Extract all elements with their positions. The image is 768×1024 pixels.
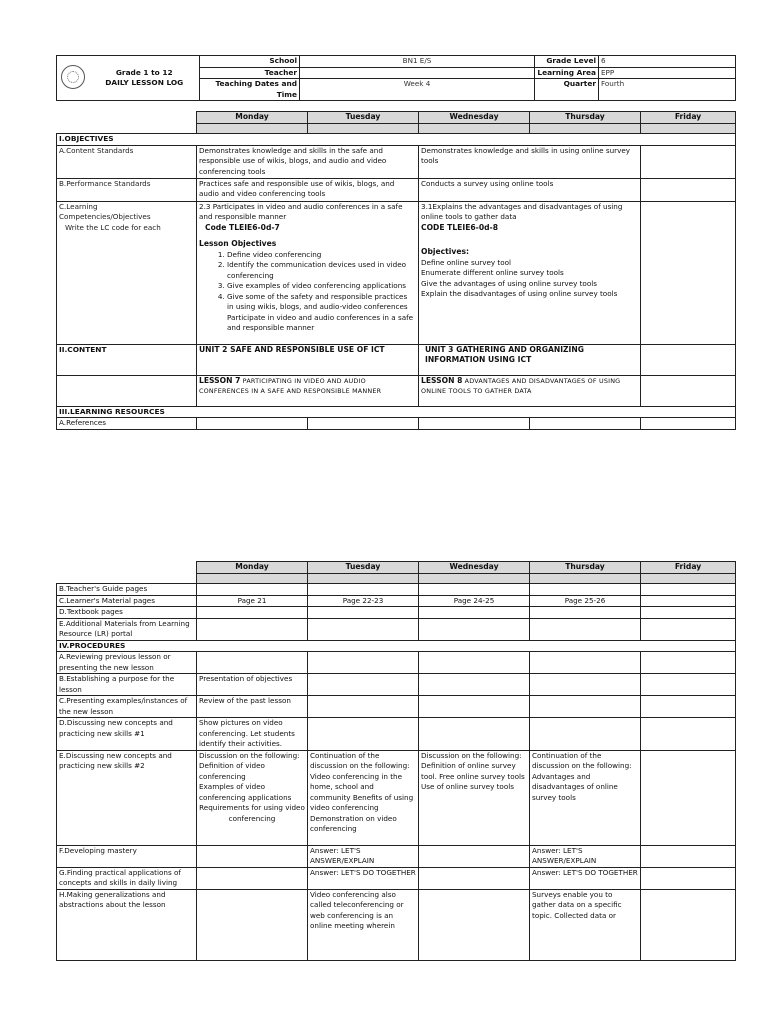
b-thu[interactable] <box>530 674 641 696</box>
am-wed[interactable] <box>419 618 530 640</box>
lesson-7-title: PARTICIPATING IN VIDEO AND AUDIO CONFERENCES IN A SAFE AND RESPONSIBLE MANNER <box>199 376 382 395</box>
log-title <box>90 56 200 101</box>
header-block <box>56 55 735 101</box>
lesson-row-label <box>57 375 197 406</box>
a-mon[interactable] <box>197 652 308 674</box>
day-wednesday: Wednesday <box>419 112 530 124</box>
grade-level-value[interactable]: 6 <box>599 56 736 68</box>
c-thu[interactable] <box>530 696 641 718</box>
content-standards-label: A.Content Standards <box>57 145 197 178</box>
shade-cell <box>197 124 308 134</box>
mt-objectives-list <box>199 250 416 313</box>
section-objectives: I.OBJECTIVES <box>57 134 736 146</box>
references-mon[interactable] <box>197 418 308 430</box>
learning-competencies-label <box>57 201 197 344</box>
f-wed[interactable] <box>419 845 530 867</box>
g-tue[interactable]: Answer: LET'S DO TOGETHER <box>308 867 419 889</box>
g-wed[interactable] <box>419 867 530 889</box>
references-thu[interactable] <box>530 418 641 430</box>
list-item: 1. Define video conferencing <box>227 250 416 261</box>
d-tue[interactable] <box>308 718 419 751</box>
lc-line-3: Write the LC code for each <box>65 222 161 232</box>
quarter-value[interactable]: Fourth <box>599 79 736 101</box>
day-monday: Monday <box>197 112 308 124</box>
shade-cell <box>419 574 530 584</box>
a-fri[interactable] <box>641 652 736 674</box>
lesson-fri[interactable] <box>641 375 736 406</box>
wt-competency: 3.1Explains the advantages and disadvantages of using online tools to gather data <box>421 201 623 221</box>
b-wed[interactable] <box>419 674 530 696</box>
tb-fri[interactable] <box>641 607 736 619</box>
tb-mon[interactable] <box>197 607 308 619</box>
shade-cell <box>530 574 641 584</box>
day-monday: Monday <box>197 562 308 574</box>
corner-blank <box>57 562 197 574</box>
list-item: Examples of video conferencing applications <box>199 782 292 802</box>
shade-cell <box>419 124 530 134</box>
c-tue[interactable] <box>308 696 419 718</box>
day-thursday: Thursday <box>530 562 641 574</box>
competencies-fri[interactable] <box>641 201 736 344</box>
mt-competency: 2.3 Participates in video and audio conferences in a safe and responsible manner <box>199 201 403 221</box>
list-item: Discussion on the following: <box>199 750 300 760</box>
competencies-wed-thu[interactable] <box>419 201 641 344</box>
seal-icon <box>61 65 85 89</box>
d-mon[interactable]: Show pictures on video conferencing. Let students identify their activities. <box>197 718 308 751</box>
section-content-label: II.CONTENT <box>57 344 197 375</box>
b-fri[interactable] <box>641 674 736 696</box>
tb-thu[interactable] <box>530 607 641 619</box>
wt-code: CODE TLEIE6-0d-8 <box>421 222 498 232</box>
deped-seal <box>57 56 90 101</box>
lm-page-tue[interactable]: Page 22-23 <box>308 595 419 607</box>
references-wed[interactable] <box>419 418 530 430</box>
competencies-mon-tue[interactable] <box>197 201 419 344</box>
performance-fri[interactable] <box>641 178 736 201</box>
tg-thu[interactable] <box>530 584 641 596</box>
mt-code: Code TLEIE6-0d-7 <box>205 222 280 232</box>
h-fri[interactable] <box>641 889 736 960</box>
d-fri[interactable] <box>641 718 736 751</box>
list-item: Definition of video conferencing <box>199 761 265 781</box>
unit-2-title: UNIT 2 SAFE AND RESPONSIBLE USE OF ICT <box>197 344 419 375</box>
corner-blank-2 <box>57 124 197 134</box>
list-item: Explain the disadvantages of using online survey tools <box>421 289 618 298</box>
establishing-purpose-label: B.Establishing a purpose for the lesson <box>57 674 197 696</box>
additional-materials-label: E.Additional Materials from Learning Resource (LR) portal <box>57 618 197 640</box>
references-label: A.References <box>57 418 197 430</box>
f-mon[interactable] <box>197 845 308 867</box>
h-thu[interactable]: Surveys enable you to gather data on a specific topic. Collected data or <box>530 889 641 960</box>
tb-tue[interactable] <box>308 607 419 619</box>
lesson-8-cell <box>419 375 641 406</box>
g-mon[interactable] <box>197 867 308 889</box>
textbook-label: D.Textbook pages <box>57 607 197 619</box>
performance-mon-tue[interactable]: Practices safe and responsible use of wikis, blogs, and audio and video conferencing tools <box>197 178 419 201</box>
lc-line-1: C.Learning <box>59 201 98 211</box>
c-mon[interactable]: Review of the past lesson <box>197 696 308 718</box>
lesson-7-cell <box>197 375 419 406</box>
day-wednesday: Wednesday <box>419 562 530 574</box>
teaching-dates-value[interactable]: Week 4 <box>300 79 535 101</box>
practical-applications-label: G.Finding practical applications of concepts and skills in daily living <box>57 867 197 889</box>
performance-standards-label: B.Performance Standards <box>57 178 197 201</box>
reviewing-label: A.Reviewing previous lesson or presenting the new lesson <box>57 652 197 674</box>
day-friday: Friday <box>641 112 736 124</box>
learners-material-label: C.Learner's Material pages <box>57 595 197 607</box>
lm-page-wed[interactable]: Page 24-25 <box>419 595 530 607</box>
shade-cell <box>308 574 419 584</box>
lm-page-thu[interactable]: Page 25-26 <box>530 595 641 607</box>
am-mon[interactable] <box>197 618 308 640</box>
am-fri[interactable] <box>641 618 736 640</box>
quarter-label: Quarter <box>535 79 599 101</box>
lesson-8-title: ADVANTAGES AND DISADVANTAGES OF USING ONLINE TOOLS TO GATHER DATA <box>421 376 621 395</box>
school-value[interactable]: BN1 E/S <box>300 56 535 68</box>
e-thu[interactable]: Continuation of the discussion on the following: Advantages and disadvantages of online survey tools <box>530 750 641 845</box>
shade-cell <box>197 574 308 584</box>
shade-cell <box>641 574 736 584</box>
content-fri[interactable] <box>641 344 736 375</box>
corner-blank-2 <box>57 574 197 584</box>
mt-objectives-title: Lesson Objectives <box>199 239 277 248</box>
shade-cell <box>308 124 419 134</box>
c-wed[interactable] <box>419 696 530 718</box>
d-wed[interactable] <box>419 718 530 751</box>
lesson-7-number: LESSON 7 <box>199 375 241 385</box>
h-tue[interactable]: Video conferencing also called teleconferencing or web conferencing is an online meeting wherein <box>308 889 419 960</box>
learning-area-value[interactable]: EPP <box>599 67 736 79</box>
title-line-2: DAILY LESSON LOG <box>105 78 184 87</box>
e-wed[interactable]: Discussion on the following: Definition of online survey tool. Free online survey tools Use of online survey tools <box>419 750 530 845</box>
a-wed[interactable] <box>419 652 530 674</box>
day-tuesday: Tuesday <box>308 112 419 124</box>
a-thu[interactable] <box>530 652 641 674</box>
shade-cell <box>530 124 641 134</box>
d-thu[interactable] <box>530 718 641 751</box>
unit-3-title: UNIT 3 GATHERING AND ORGANIZING INFORMATION USING ICT <box>419 344 641 375</box>
list-item: Enumerate different online survey tools <box>421 268 564 277</box>
tg-fri[interactable] <box>641 584 736 596</box>
g-fri[interactable] <box>641 867 736 889</box>
h-mon[interactable] <box>197 889 308 960</box>
mt-objective-extra: Participate in video and audio conferences in a safe and responsible manner <box>227 312 414 332</box>
e-fri[interactable] <box>641 750 736 845</box>
list-item: 2. Identify the communication devices used in video conferencing <box>227 260 416 281</box>
list-item: Requirements for using video conferencing <box>199 803 305 823</box>
header-table <box>56 55 736 101</box>
procedures-table <box>56 561 736 961</box>
discussing-1-label: D.Discussing new concepts and practicing new skills #1 <box>57 718 197 751</box>
e-mon[interactable] <box>197 750 308 845</box>
discussing-2-label: E.Discussing new concepts and practicing new skills #2 <box>57 750 197 845</box>
f-tue[interactable]: Answer: LET'S ANSWER/EXPLAIN <box>308 845 419 867</box>
teacher-value[interactable] <box>300 67 535 79</box>
developing-mastery-label: F.Developing mastery <box>57 845 197 867</box>
list-item: Define online survey tool <box>421 257 512 267</box>
shade-cell <box>641 124 736 134</box>
corner-blank <box>57 112 197 124</box>
b-mon[interactable]: Presentation of objectives <box>197 674 308 696</box>
lm-page-fri[interactable] <box>641 595 736 607</box>
section-learning-resources: III.LEARNING RESOURCES <box>57 406 736 418</box>
grade-level-label: Grade Level <box>535 56 599 68</box>
lesson-8-number: LESSON 8 <box>421 375 463 385</box>
tg-wed[interactable] <box>419 584 530 596</box>
list-item: Give the advantages of using online survey tools <box>421 278 597 288</box>
lc-line-2: Competencies/Objectives <box>59 212 151 221</box>
lm-page-mon[interactable]: Page 21 <box>197 595 308 607</box>
a-tue[interactable] <box>308 652 419 674</box>
am-tue[interactable] <box>308 618 419 640</box>
content-standards-fri[interactable] <box>641 145 736 178</box>
procedures-block <box>56 561 735 961</box>
tb-wed[interactable] <box>419 607 530 619</box>
am-thu[interactable] <box>530 618 641 640</box>
section-procedures: IV.PROCEDURES <box>57 640 736 652</box>
generalizations-label: H.Making generalizations and abstractions about the lesson <box>57 889 197 960</box>
content-standards-mon-tue[interactable]: Demonstrates knowledge and skills in the safe and responsible use of wikis, blogs, and audio and video conferencing tools <box>197 145 419 178</box>
day-friday: Friday <box>641 562 736 574</box>
list-item: 3. Give examples of video conferencing applications <box>227 281 416 292</box>
teaching-dates-label: Teaching Dates and Time <box>200 79 300 101</box>
performance-wed-thu[interactable]: Conducts a survey using online tools <box>419 178 641 201</box>
b-tue[interactable] <box>308 674 419 696</box>
day-tuesday: Tuesday <box>308 562 419 574</box>
tg-mon[interactable] <box>197 584 308 596</box>
references-fri[interactable] <box>641 418 736 430</box>
presenting-examples-label: C.Presenting examples/instances of the new lesson <box>57 696 197 718</box>
c-fri[interactable] <box>641 696 736 718</box>
day-thursday: Thursday <box>530 112 641 124</box>
e-tue[interactable]: Continuation of the discussion on the following: Video conferencing in the home, school and community Benefits of using video conferencing Demonstration on video conferencing <box>308 750 419 845</box>
content-standards-wed-thu[interactable]: Demonstrates knowledge and skills in using online survey tools <box>419 145 641 178</box>
school-label: School <box>200 56 300 68</box>
teacher-label: Teacher <box>200 67 300 79</box>
title-line-1: Grade 1 to 12 <box>115 68 173 77</box>
f-fri[interactable] <box>641 845 736 867</box>
learning-area-label: Learning Area <box>535 67 599 79</box>
references-tue[interactable] <box>308 418 419 430</box>
wt-objectives-title: Objectives: <box>421 247 470 256</box>
g-thu[interactable]: Answer: LET'S DO TOGETHER <box>530 867 641 889</box>
list-item: 4. Give some of the safety and responsible practices in using wikis, blogs, and audio-video conferences <box>227 292 416 313</box>
teachers-guide-label: B.Teacher's Guide pages <box>57 584 197 596</box>
h-wed[interactable] <box>419 889 530 960</box>
f-thu[interactable]: Answer: LET'S ANSWER/EXPLAIN <box>530 845 641 867</box>
objectives-table <box>56 111 736 430</box>
objectives-block <box>56 111 735 430</box>
tg-tue[interactable] <box>308 584 419 596</box>
